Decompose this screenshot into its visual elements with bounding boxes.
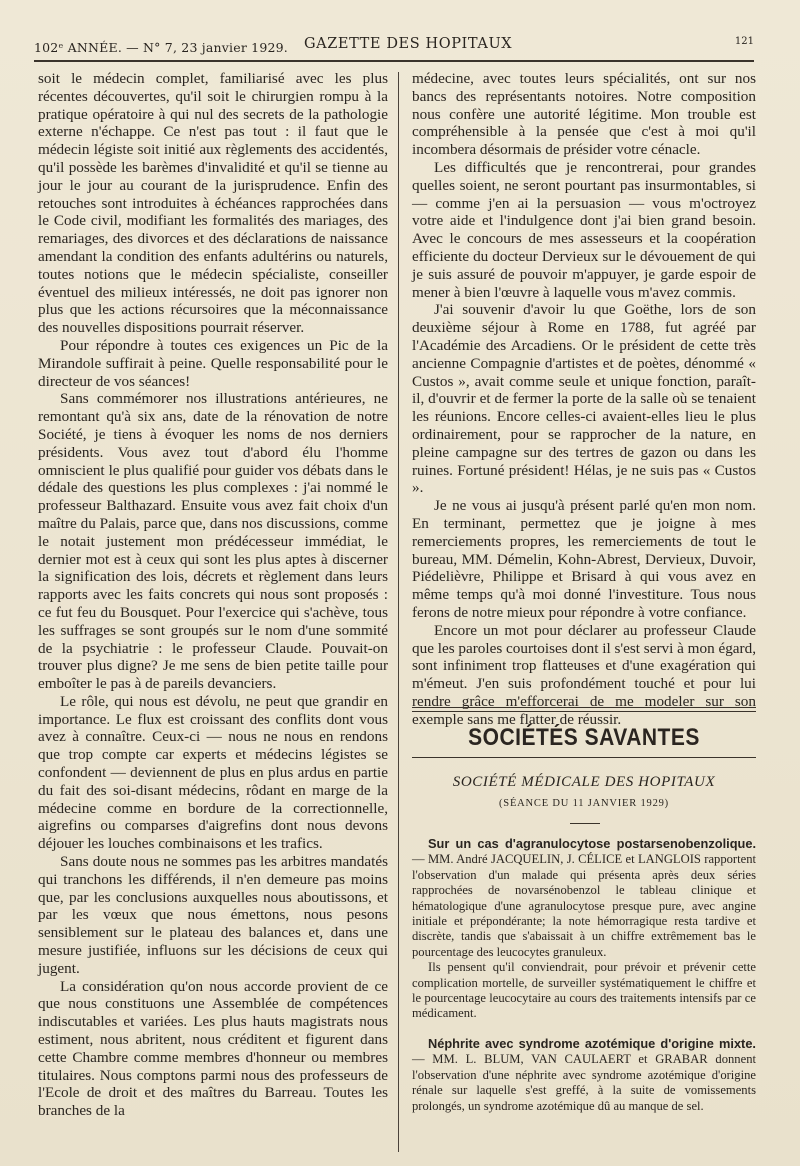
paragraph: J'ai souvenir d'avoir lu que Goëthe, lors de son deuxième séjour à Rome en 1788, fut agréé par l'Académie des Arcadiens. Or le président de cette très ancienne Compagnie d'artistes et de poètes, dénommé « Custos », avait comme seule et unique fonction, paraît-il, d'ouvrir et de fermer la porte de la salle où se tenaient les réunions. Encore celles-ci avaient-elles lieu le plus ordinairement, pour se rapprocher de la nature, en pleine campagne sur des tertres de gazon ou dans les ruines. Fortuné président! Hélas, je ne suis pas « Custos ». <box>412 301 756 497</box>
paragraph: Sans commémorer nos illustrations antérieures, ne remontant qu'à six ans, date de la rénovation de notre Société, je tiens à évoquer les noms de nos derniers présidents. Vous avez tout d'abord élu l'homme omniscient le plus qualifié pour guider vos débats dans le dédale des questions les plus complexes : j'ai nommé le professeur Balthazard. Ensuite vous avez fait choix d'un maître du Palais, parce que, dans nos discussions, comme le notait justement mon prédécesseur immédiat, le dernier mot est à ceux qui sont les plus aptes à discerner la signification des lois, décrets et règlement dans leurs rapports avec les faits concrets qui nous sont proposés : ce fut feu du Bousquet. Pour l'exercice qui s'achève, tous les suffrages se sont groupés sur le nom d'une sommité de la psychiatrie : le professeur Claude. Pouvait-on trouver plus digne? Je me sens de bien petite taille pour emboîter le pas à de pareils devanciers. <box>38 390 388 693</box>
paragraph: La considération qu'on nous accorde provient de ce que nous constituons une Assemblée de compétences indiscutables et variées. Les plus hauts magistrats nous estiment, nous abritent, nous créditent et figurent dans cette Chambre comme membres d'honneur ou membres titulaires. Nous comptons parmi nous des professeurs de l'Ecole de droit et des maîtres du Barreau. Toutes les branches de la <box>38 977 388 1120</box>
section-title: SOCIÉTÉS SAVANTES <box>468 724 700 751</box>
note-continuation: Ils pensent qu'il conviendrait, pour prévoir et prévenir cette complication mortelle, de surveiller systématiquement le chiffre et le pourcentage leucocytaire au cours des traitements intensifs par ce médicament. <box>412 960 756 1021</box>
page-header <box>34 36 754 58</box>
right-column <box>412 70 756 728</box>
paragraph: Encore un mot pour déclarer au professeur Claude que les paroles courtoises dont il s'est servi à mon égard, sont infiniment trop flatteuses et d'une exagération qui m'émeut. J'en suis profondément touché et pour lui rendre grâce m'efforcerai de me modeler sur son exemple sans me flatter de réussir. <box>412 621 756 728</box>
note-title: Néphrite avec syndrome azotémique d'origine mixte. <box>428 1035 756 1051</box>
journal-title: GAZETTE DES HOPITAUX <box>304 36 513 52</box>
header-rule <box>34 60 754 62</box>
section-rule-top <box>412 707 756 712</box>
column-divider <box>398 72 399 1152</box>
note-entry <box>412 836 756 960</box>
spacer <box>412 1022 756 1036</box>
issue-line: 102ᵉ ANNÉE. — N° 7, 23 janvier 1929. <box>34 40 288 55</box>
page-number: 121 <box>734 36 754 47</box>
separator-dash <box>570 823 600 824</box>
paragraph: Les difficultés que je rencontrerai, pour grandes quelles soient, ne seront pourtant pas insurmontables, si — comme j'en ai la persuasion — vous m'octroyez votre aide et l'indulgence dont j'ai bien grand besoin. Avec le concours de mes assesseurs et la coopération efficiente du docteur Dervieux sur le dévouement de qui je suis assuré de pouvoir m'appuyer, je garde espoir de mener à bien l'œuvre à laquelle vous m'avez commis. <box>412 158 756 301</box>
paragraph: Je ne vous ai jusqu'à présent parlé qu'en mon nom. En terminant, permettez que je joigne à mes remerciements propres, les remerciements de tout le bureau, MM. Démelin, Kohn-Abrest, Dervieux, Duvoir, Piédelièvre, Philippe et Brisard à qui vous avez en même temps qu'à moi donné l'investiture. Tous nous ferons de notre mieux pour répondre à votre confiance. <box>412 497 756 621</box>
paragraph: Le rôle, qui nous est dévolu, ne peut que grandir en importance. Le flux est croissant des conflits dont vous avez à connaître. Ceux-ci — nous ne nous en rendons que trop compte car experts et médecins légistes se confondent — deviennent de plus en plus ardus en partie du fait des soi-disant médecins, rôdant en marge de la médecine comme en bordure de la correctionnelle, aigrefins ou comparses d'aigrefins dont nous devons déjouer les louches combinaisons et les trafics. <box>38 692 388 853</box>
paragraph: soit le médecin complet, familiarisé avec les plus récentes découvertes, qu'il soit le chirurgien rompu à la pratique opératoire à qui nul des secrets de la pathologie externe n'échappe. Ce n'est pas tout : il faut que le médecin légiste soit initié aux règlements des accidentés, qu'il possède les barèmes d'invalidité et qu'il se tienne au jour le jour au courant de la jurisprudence. Enfin des retouches sont introduites à échéances rapprochées dans le Code civil, modifiant les formalités des mariages, des remariages, des divorces et des déclarations de naissance amendant la condition des enfants adultérins ou naturels, toutes notions que le médecin spécialiste, conseiller éventuel des milieux intéressés, ne doit pas ignorer non plus que les actions récursoires que la méconnaissance des nouvelles dispositions pourrait réserver. <box>38 70 388 337</box>
paragraph: médecine, avec toutes leurs spécialités, ont sur nos bancs des représentants notoires. Notre composition nous confère une autorité légitime. Mon trouble est compréhensible à la pensée que c'est à moi qu'il incombera désormais de présider votre cénacle. <box>412 70 756 159</box>
left-column <box>38 70 388 1120</box>
note-text: — MM. L. BLUM, VAN CAULAERT et GRABAR donnent l'observation d'une néphrite avec syndrome azotémique d'origine rénale sur laquelle s'est greffé, à la suite de vomissements prolongés, un syndrome azotémique dû au manque de sel. <box>412 1052 756 1113</box>
paragraph: Sans doute nous ne sommes pas les arbitres mandatés qui tranchons les différends, il n'en demeure pas moins que, par les conclusions auxquelles nous aboutissons, et par les vœux que nous émettons, nous pesons sensiblement sur le plateau des balances et, dans une mesure justifiée, influons sur les décisions de ceux qui jugent. <box>38 853 388 977</box>
society-title: SOCIÉTÉ MÉDICALE DES HOPITAUX <box>452 774 716 790</box>
note-text: — MM. André JACQUELIN, J. CÉLICE et LANGLOIS rapportent l'observation d'un malade qui présenta après deux séries rapprochées de novarsénobenzol le tableau clinique et hématologique d'une agranulocytose presque pure, avec angine initiale et prépondérante; la note hémorragique resta tardive et discrète, tandis que s'abaissait à un chiffre extrêmement bas le pourcentage des leucocytes granuleux. <box>412 852 756 959</box>
note-title: Sur un cas d'agranulocytose postarsenobenzolique. <box>428 836 756 851</box>
section-rule-bottom <box>412 757 756 758</box>
paragraph: Pour répondre à toutes ces exigences un Pic de la Mirandole suffirait à peine. Quelle responsabilité pour le directeur de vos séances! <box>38 336 388 390</box>
note-entry <box>412 1036 756 1114</box>
society-notes <box>412 836 756 1114</box>
session-date: (SÉANCE DU 11 JANVIER 1929) <box>499 798 669 809</box>
